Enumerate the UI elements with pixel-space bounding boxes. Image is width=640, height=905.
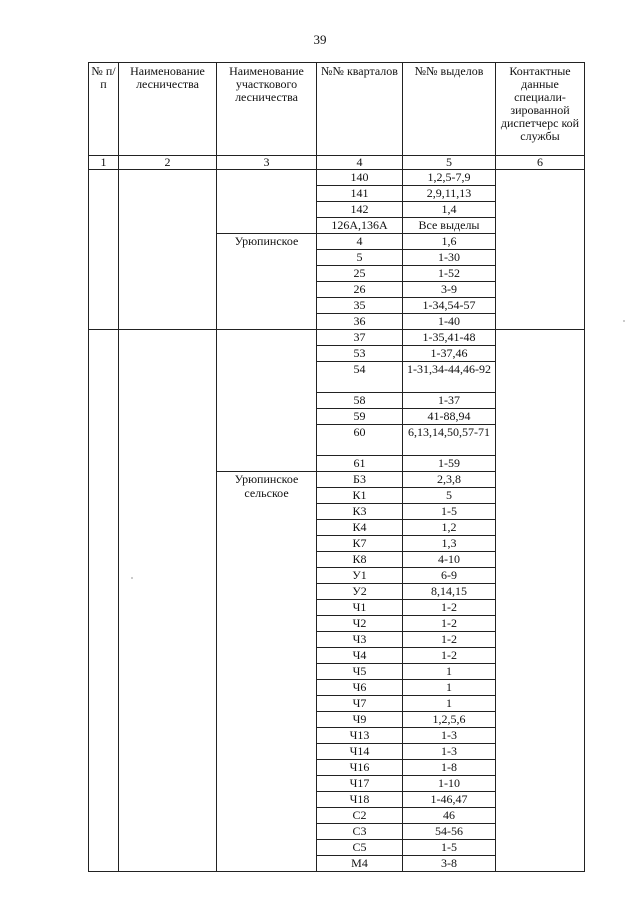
quarter-cell: С3 [317,824,403,840]
allotment-cell: 1 [403,664,496,680]
allotment-cell: 1-35,41-48 [403,330,496,346]
quarter-cell: 61 [317,456,403,472]
allotment-cell: 1-37,46 [403,346,496,362]
quarter-cell: Б3 [317,472,403,488]
quarter-cell: Ч2 [317,616,403,632]
table-row [89,330,585,346]
quarter-cell: 26 [317,282,403,298]
quarter-cell: Ч4 [317,648,403,664]
header-cell: № п/п [89,63,119,156]
allotment-cell: 8,14,15 [403,584,496,600]
allotment-cell: 1-40 [403,314,496,330]
forestry-name-cell [119,330,217,872]
header-cell: №№ выделов [403,63,496,156]
quarter-cell: 60 [317,425,403,456]
quarter-cell: 140 [317,170,403,186]
allotment-cell: 5 [403,488,496,504]
allotment-cell: 1-2 [403,616,496,632]
header-cell: №№ кварталов [317,63,403,156]
forestry-name-cell [119,170,217,330]
quarter-cell: У1 [317,568,403,584]
row-number-cell [89,170,119,330]
allotment-cell: 1,2,5,6 [403,712,496,728]
row-number-cell [89,330,119,872]
header-cell: Контактные данные специали- зированной диспетчерс кой службы [496,63,585,156]
allotment-cell: 1-2 [403,632,496,648]
allotment-cell: 1,6 [403,234,496,250]
allotment-cell: 1-30 [403,250,496,266]
quarter-cell: 142 [317,202,403,218]
table-section-2 [89,330,585,872]
quarter-cell: Ч5 [317,664,403,680]
quarter-cell: С2 [317,808,403,824]
quarter-cell: 59 [317,409,403,425]
contact-cell [496,170,585,330]
quarter-cell: 141 [317,186,403,202]
column-number: 6 [496,156,585,170]
allotment-cell: 1,3 [403,536,496,552]
allotment-cell: 1-3 [403,744,496,760]
allotment-cell: 1-2 [403,600,496,616]
quarter-cell: 36 [317,314,403,330]
quarter-cell: Ч9 [317,712,403,728]
quarter-cell: М4 [317,856,403,872]
allotment-cell: 1-2 [403,648,496,664]
allotment-cell: 1,4 [403,202,496,218]
allotment-cell: 1-10 [403,776,496,792]
allotment-cell: Все выделы [403,218,496,234]
allotment-cell: 4-10 [403,552,496,568]
quarter-cell: К1 [317,488,403,504]
allotment-cell: 1-34,54-57 [403,298,496,314]
quarter-cell: Ч3 [317,632,403,648]
district-name-cell [217,170,317,234]
quarter-cell: К7 [317,536,403,552]
header-cell: Наименование лесничества [119,63,217,156]
allotment-cell: 1-37 [403,393,496,409]
district-name-cell: Урюпинское [217,234,317,330]
allotment-cell: 1-5 [403,840,496,856]
allotment-cell: 1-31,34-44,46-92 [403,362,496,393]
quarter-cell: К4 [317,520,403,536]
allotment-cell: 1-5 [403,504,496,520]
allotment-cell: 1,2,5-7,9 [403,170,496,186]
allotment-cell: 1 [403,680,496,696]
quarter-cell: К3 [317,504,403,520]
column-number: 2 [119,156,217,170]
allotment-cell: 1-59 [403,456,496,472]
quarter-cell: 25 [317,266,403,282]
allotment-cell: 3-9 [403,282,496,298]
allotment-cell: 46 [403,808,496,824]
quarter-cell: У2 [317,584,403,600]
quarter-cell: Ч1 [317,600,403,616]
quarter-cell: 35 [317,298,403,314]
quarter-cell: 126А,136А [317,218,403,234]
column-number: 1 [89,156,119,170]
quarter-cell: 54 [317,362,403,393]
quarter-cell: 4 [317,234,403,250]
quarter-cell: 58 [317,393,403,409]
quarter-cell: 5 [317,250,403,266]
column-number: 4 [317,156,403,170]
allotment-cell: 3-8 [403,856,496,872]
table-section-1 [89,170,585,330]
quarter-cell: К8 [317,552,403,568]
quarter-cell: Ч17 [317,776,403,792]
scan-speck [623,320,625,322]
column-number: 3 [217,156,317,170]
forestry-table [88,62,585,872]
column-number: 5 [403,156,496,170]
page-number: 39 [313,32,327,47]
allotment-cell: 54-56 [403,824,496,840]
table-header [89,63,585,170]
allotment-cell: 41-88,94 [403,409,496,425]
allotment-cell: 2,3,8 [403,472,496,488]
quarter-cell: Ч18 [317,792,403,808]
district-name-cell: Урюпинское сельское [217,472,317,872]
allotment-cell: 1 [403,696,496,712]
header-cell: Наименование участкового лесничества [217,63,317,156]
district-name-cell [217,330,317,472]
quarter-cell: Ч16 [317,760,403,776]
allotment-cell: 1-52 [403,266,496,282]
quarter-cell: С5 [317,840,403,856]
allotment-cell: 6,13,14,50,57-71 [403,425,496,456]
header-row [89,63,585,156]
quarter-cell: Ч14 [317,744,403,760]
contact-cell [496,330,585,872]
quarter-cell: 37 [317,330,403,346]
allotment-cell: 6-9 [403,568,496,584]
allotment-cell: 1-3 [403,728,496,744]
table-row [89,170,585,186]
allotment-cell: 2,9,11,13 [403,186,496,202]
quarter-cell: Ч13 [317,728,403,744]
quarter-cell: Ч7 [317,696,403,712]
allotment-cell: 1,2 [403,520,496,536]
column-number-row [89,156,585,170]
allotment-cell: 1-8 [403,760,496,776]
quarter-cell: 53 [317,346,403,362]
quarter-cell: Ч6 [317,680,403,696]
allotment-cell: 1-46,47 [403,792,496,808]
